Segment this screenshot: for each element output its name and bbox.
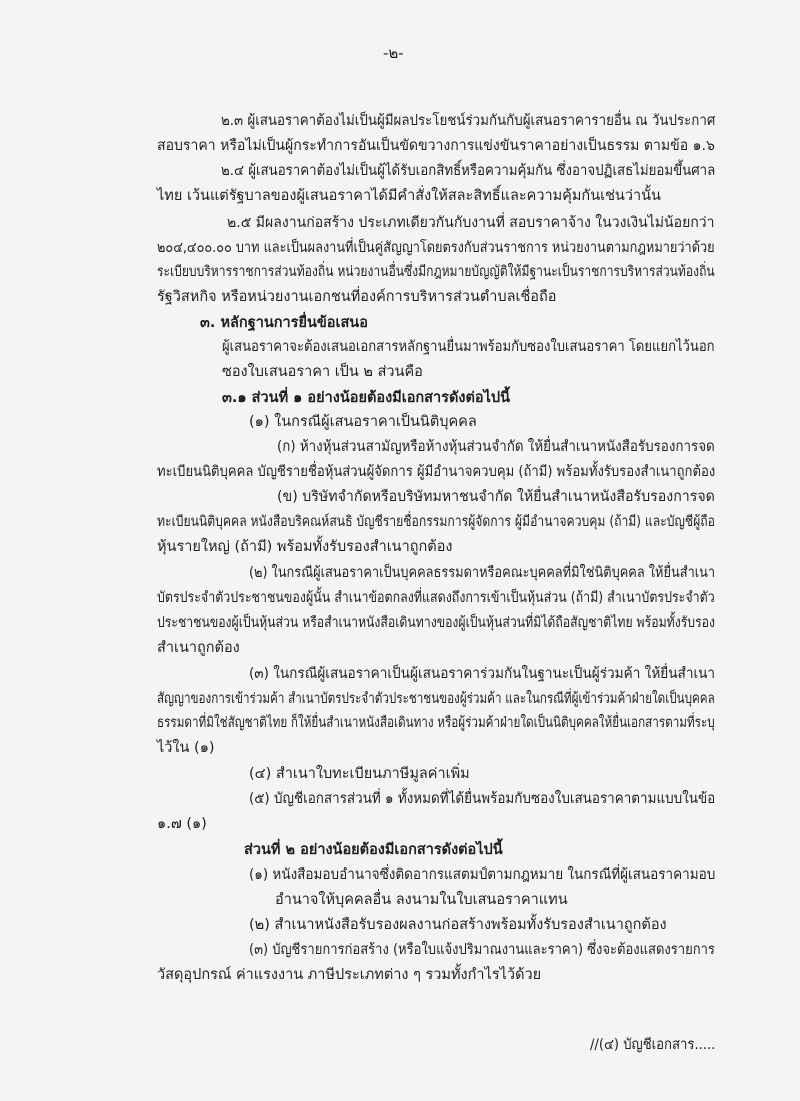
item-2-line-4: สำเนาถูกต้อง xyxy=(157,640,240,656)
part-2-item-1-line-2: อำนาจให้บุคคลอื่น ลงนามในใบเสนอราคาแทน xyxy=(275,892,568,908)
item-1a-line-2: ทะเบียนนิติบุคคล บัญชีรายชื่อหุ้นส่วนผู้จัดการ ผู้มีอำนาจควบคุม (ถ้ามี) พร้อมทั้งรับรองสำเนาถูกต้อง xyxy=(157,464,716,480)
item-3-line-3: ธรรมดาที่มิใช่สัญชาติไทย ก็ให้ยื่นสำเนาหนังสือเดินทาง หรือผู้ร่วมค้าฝ่ายใดเป็นนิติบุคคลให้ยื่นเอกสารตามที่ระบุ xyxy=(157,715,715,731)
section-3-intro-line-2: ซองใบเสนอราคา เป็น ๒ ส่วนคือ xyxy=(222,364,423,380)
part-2-item-3-line-1: (๓) บัญชีรายการก่อสร้าง (หรือใบแจ้งปริมาณงานและราคา) ซึ่งจะต้องแสดงรายการ xyxy=(249,942,715,958)
paragraph-2-4-line-1: ๒.๔ ผู้เสนอราคาต้องไม่เป็นผู้ได้รับเอกสิทธิ์หรือความคุ้มกัน ซึ่งอาจปฏิเสธไม่ยอมขึ้นศาล xyxy=(221,163,716,179)
part-2-heading: ส่วนที่ ๒ อย่างน้อยต้องมีเอกสารดังต่อไปนี้ xyxy=(244,842,503,858)
paragraph-2-5-line-2: ๒๐๔,๔๐๐.๐๐ บาท และเป็นผลงานที่เป็นคู่สัญญาโดยตรงกับส่วนราชการ หน่วยงานตามกฎหมายว่าด้วย xyxy=(157,240,715,256)
item-2-line-3: ประชาชนของผู้เป็นหุ้นส่วน หรือสำเนาหนังสือเดินทางของผู้เป็นหุ้นส่วนที่มิได้ถือสัญชาติไทย พร้อมทั้งรับรอง xyxy=(157,615,715,631)
part-2-item-2: (๒) สำเนาหนังสือรับรองผลงานก่อสร้างพร้อมทั้งรับรองสำเนาถูกต้อง xyxy=(249,917,667,933)
part-2-item-1-line-1: (๑) หนังสือมอบอำนาจซึ่งติดอากรแสตมป์ตามกฎหมาย ในกรณีที่ผู้เสนอราคามอบ xyxy=(249,867,716,883)
page-number: -๒- xyxy=(383,44,404,62)
paragraph-2-3-line-1: ๒.๓ ผู้เสนอราคาต้องไม่เป็นผู้มีผลประโยชน์ร่วมกันกับผู้เสนอราคารายอื่น ณ วันประกาศ xyxy=(221,113,716,129)
item-1a-line-1: (ก) ห้างหุ้นส่วนสามัญหรือห้างหุ้นส่วนจำกัด ให้ยื่นสำเนาหนังสือรับรองการจด xyxy=(277,439,715,455)
section-3-heading: ๓. หลักฐานการยื่นข้อเสนอ xyxy=(200,315,368,331)
paragraph-2-5-line-3: ระเบียบบริหารราชการส่วนท้องถิ่น หน่วยงานอื่นซึ่งมีกฎหมายบัญญัติให้มีฐานะเป็นราชการบริหารส่วนท้องถิ่น xyxy=(157,264,715,280)
section-3-intro-line-1: ผู้เสนอราคาจะต้องเสนอเอกสารหลักฐานยื่นมาพร้อมกับซองใบเสนอราคา โดยแยกไว้นอก xyxy=(222,339,715,355)
paragraph-2-3-line-2: สอบราคา หรือไม่เป็นผู้กระทำการอันเป็นขัดขวางการแข่งขันราคาอย่างเป็นธรรม ตามข้อ ๑.๖ xyxy=(157,138,715,154)
paragraph-2-4-line-2: ไทย เว้นแต่รัฐบาลของผู้เสนอราคาได้มีคำสั่งให้สละสิทธิ์และความคุ้มกันเช่นว่านั้น xyxy=(157,188,661,204)
item-1b-line-3: หุ้นรายใหญ่ (ถ้ามี) พร้อมทั้งรับรองสำเนาถูกต้อง xyxy=(157,539,453,555)
item-2-line-2: บัตรประจำตัวประชาชนของผู้นั้น สำเนาข้อตกลงที่แสดงถึงการเข้าเป็นหุ้นส่วน (ถ้ามี) สำเนาบัตรประจำตัว xyxy=(157,590,715,606)
item-2-line-1: (๒) ในกรณีผู้เสนอราคาเป็นบุคคลธรรมดาหรือคณะบุคคลที่มิใช่นิติบุคคล ให้ยื่นสำเนา xyxy=(249,565,716,581)
item-3-line-4: ไว้ใน (๑) xyxy=(157,740,215,756)
item-5-line-1: (๕) บัญชีเอกสารส่วนที่ ๑ ทั้งหมดที่ได้ยื่นพร้อมกับซองใบเสนอราคาตามแบบในข้อ xyxy=(249,791,716,807)
item-1b-line-1: (ข) บริษัทจำกัดหรือบริษัทมหาชนจำกัด ให้ยื่นสำเนาหนังสือรับรองการจด xyxy=(277,489,715,505)
item-4: (๔) สำเนาใบทะเบียนภาษีมูลค่าเพิ่ม xyxy=(249,766,470,782)
paragraph-2-5-line-4: รัฐวิสหกิจ หรือหน่วยงานเอกชนที่องค์การบริหารส่วนตำบลเชื่อถือ xyxy=(157,289,557,305)
item-1-heading: (๑) ในกรณีผู้เสนอราคาเป็นนิติบุคคล xyxy=(249,414,477,430)
item-3-line-1: (๓) ในกรณีผู้เสนอราคาเป็นผู้เสนอราคาร่วมกันในฐานะเป็นผู้ร่วมค้า ให้ยื่นสำเนา xyxy=(249,666,716,682)
continuation-note: //(๔) บัญชีเอกสาร..... xyxy=(590,1037,716,1053)
paragraph-2-5-line-1: ๒.๕ มีผลงานก่อสร้าง ประเภทเดียวกันกับงานที่ สอบราคาจ้าง ในวงเงินไม่น้อยกว่า xyxy=(227,215,715,231)
part-1-heading: ๓.๑ ส่วนที่ ๑ อย่างน้อยต้องมีเอกสารดังต่อไปนี้ xyxy=(222,390,510,406)
item-3-line-2: สัญญาของการเข้าร่วมค้า สำเนาบัตรประจำตัวประชาชนของผู้ร่วมค้า และในกรณีที่ผู้เข้าร่วมค้าฝ่ายใดเป็นบุคคล xyxy=(157,691,715,707)
part-2-item-3-line-2: วัสดุอุปกรณ์ ค่าแรงงาน ภาษีประเภทต่าง ๆ รวมทั้งกำไรไว้ด้วย xyxy=(157,967,542,983)
item-5-line-2: ๑.๗ (๑) xyxy=(157,816,207,832)
item-1b-line-2: ทะเบียนนิติบุคคล หนังสือบริคณห์สนธิ บัญชีรายชื่อกรรมการผู้จัดการ ผู้มีอำนาจควบคุม (ถ้ามี) และบัญชีผู้ถือ xyxy=(157,514,715,530)
